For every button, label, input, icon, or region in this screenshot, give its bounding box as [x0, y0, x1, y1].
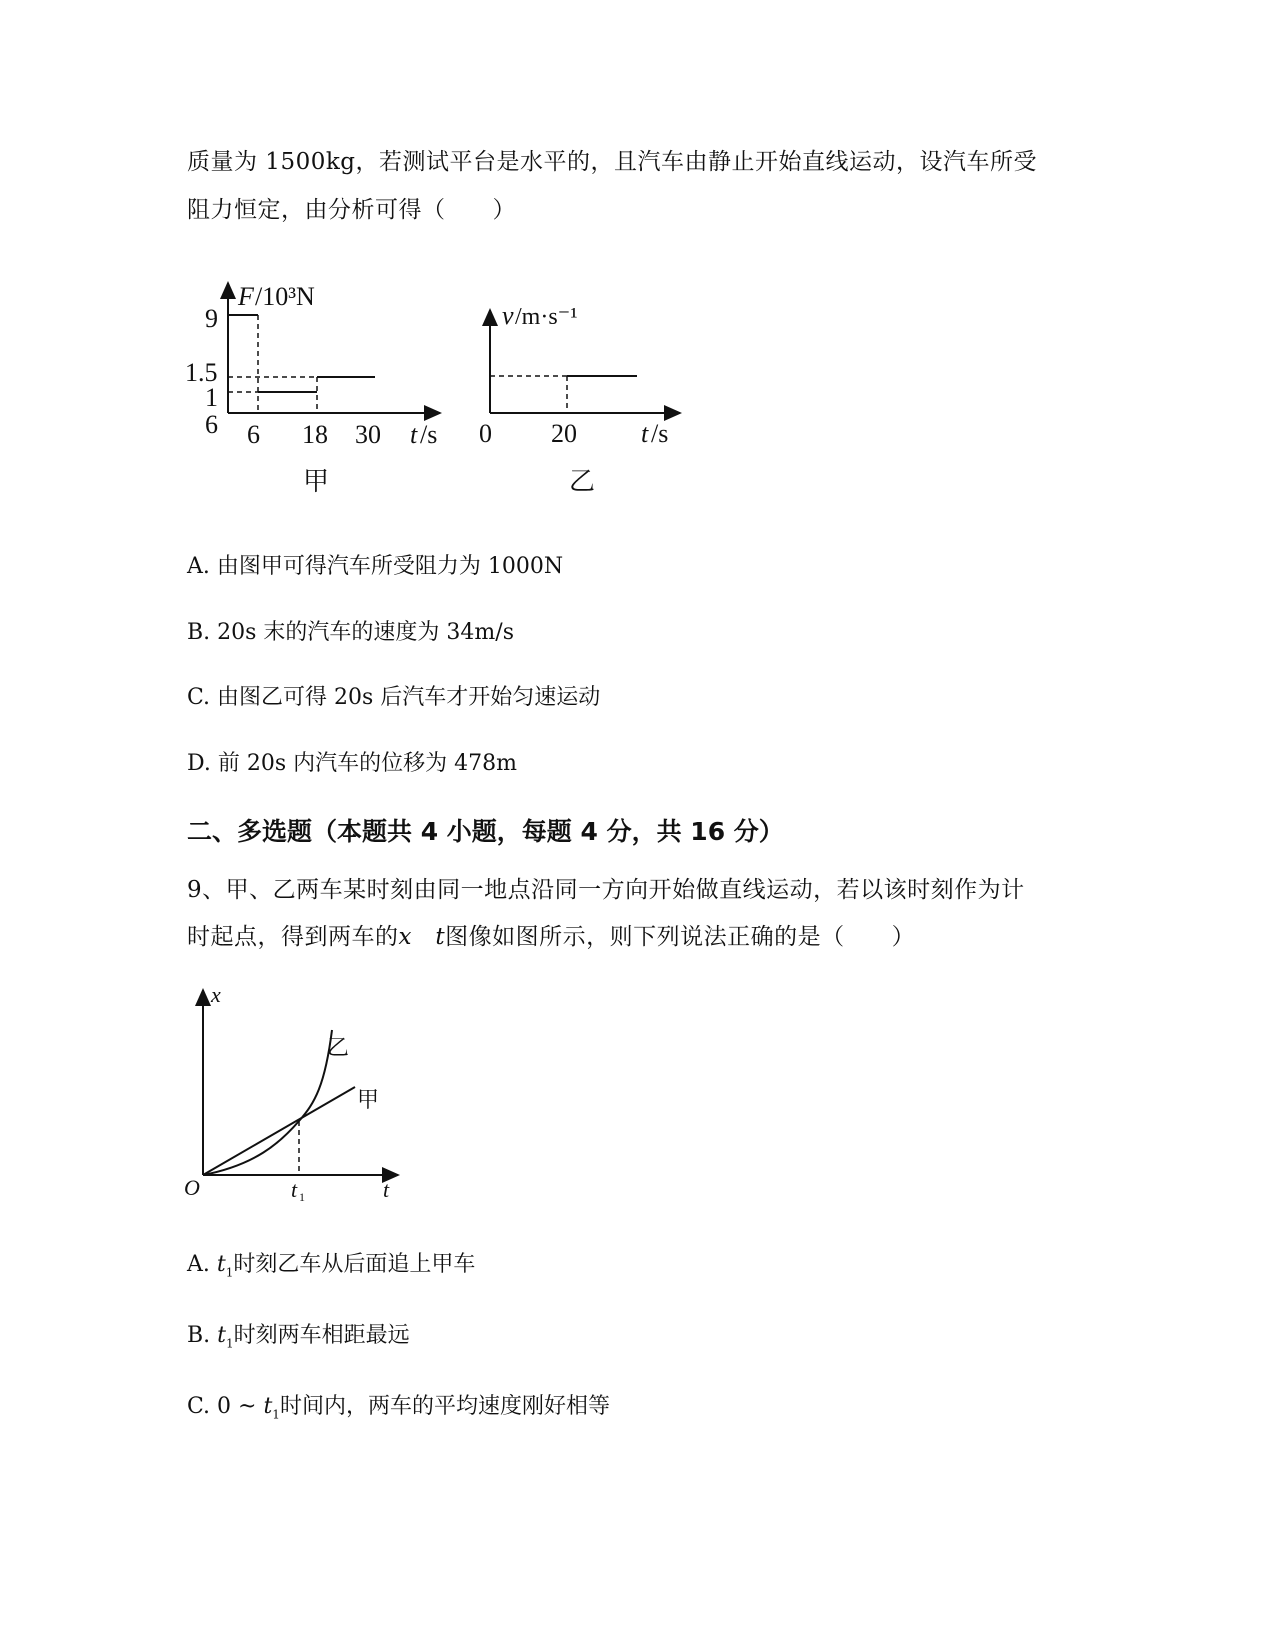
x-axis-label-var: t: [641, 419, 649, 448]
q8-option-b: B. 20s 末的汽车的速度为 34m/s: [187, 620, 514, 645]
x-tick-30: 30: [355, 420, 381, 449]
x-axis-label-unit: /s: [651, 419, 669, 448]
figure-xt: [180, 985, 420, 1210]
y-tick-1: 1: [205, 383, 218, 412]
x-axis-label-unit: /s: [420, 420, 438, 449]
y-tick-1.5: 1.5: [185, 358, 218, 387]
q9-stem-line1: 9、甲、乙两车某时刻由同一地点沿同一方向开始做直线运动，若以该时刻作为计: [187, 877, 1025, 903]
y-axis-label: x: [211, 985, 221, 1007]
q9-option-c: C. 0 ~ $t_1$时间内，两车的平均速度刚好相等: [187, 1394, 610, 1422]
x-axis-label: t: [383, 1177, 390, 1202]
y-axis-label-unit: /10³N: [255, 282, 315, 311]
q8-option-c: C. 由图乙可得 20s 后汽车才开始匀速运动: [187, 685, 601, 710]
x-axis-label-var: t: [410, 420, 418, 449]
q8-option-d: D. 前 20s 内汽车的位移为 478m: [187, 751, 517, 776]
y-axis-label-var: v: [502, 301, 514, 330]
y-axis-label-var: F: [238, 282, 254, 311]
y-tick-6: 6: [205, 410, 218, 439]
t1-label: t: [291, 1177, 298, 1202]
q8-stem-line2: 阻力恒定，由分析可得（ ）: [187, 197, 516, 223]
curve-yi: [203, 1030, 332, 1175]
y-tick-9: 9: [205, 304, 218, 333]
figure-jia: [175, 275, 465, 505]
figure-caption-jia: 甲: [303, 467, 330, 496]
origin-label: O: [184, 1175, 200, 1200]
line-jia: [203, 1087, 355, 1175]
figure-yi: [465, 290, 705, 505]
q8-option-a: A. 由图甲可得汽车所受阻力为 1000N: [187, 554, 564, 579]
q8-stem-line1: 质量为 1500kg，若测试平台是水平的，且汽车由静止开始直线运动，设汽车所受: [187, 149, 1038, 175]
line-jia-label: 甲: [357, 1087, 380, 1112]
section-heading: 二、多选题（本题共 4 小题，每题 4 分，共 16 分）: [187, 817, 784, 846]
x-tick-0: 0: [479, 419, 492, 448]
x-tick-6: 6: [247, 420, 260, 449]
t1-subscript: 1: [299, 1190, 305, 1204]
x-tick-20: 20: [551, 419, 577, 448]
x-tick-18: 18: [302, 420, 328, 449]
q9-option-b: B. $t_1$时刻两车相距最远: [187, 1323, 410, 1351]
q9-option-a: A. $t_1$时刻乙车从后面追上甲车: [187, 1252, 476, 1280]
curve-yi-label: 乙: [327, 1035, 350, 1060]
y-axis-label-unit: /m·s⁻¹: [515, 304, 578, 330]
q9-stem-line2: 时起点，得到两车的x t图像如图所示，则下列说法正确的是（ ）: [187, 924, 916, 950]
figure-caption-yi: 乙: [569, 467, 596, 496]
